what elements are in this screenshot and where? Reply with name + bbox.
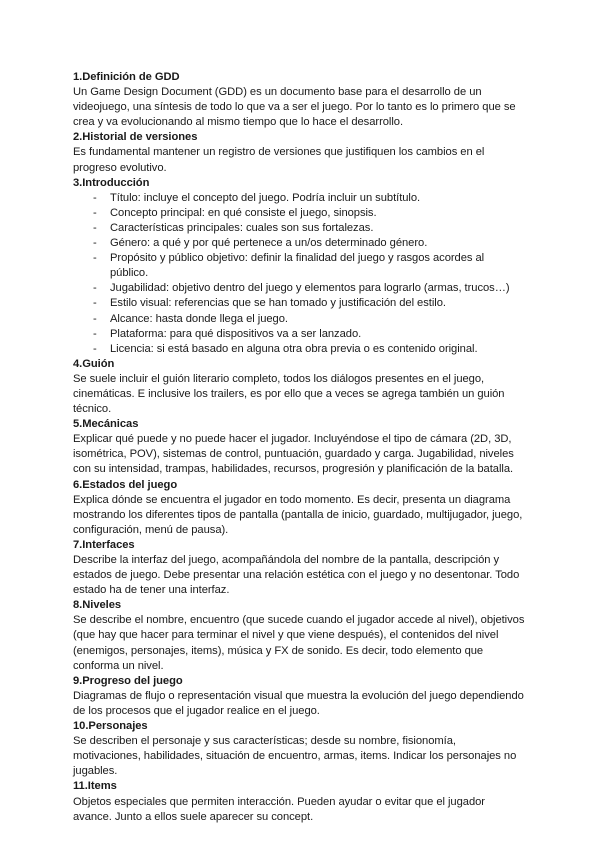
- bullet-dash: -: [93, 252, 97, 265]
- list-item: [93, 251, 525, 281]
- section-version-history: [73, 130, 525, 175]
- bullet-dash: -: [93, 191, 97, 204]
- bullet-dash: -: [93, 237, 97, 250]
- list-item-text: Título: incluye el concepto del juego. Podría incluir un subtítulo.: [110, 191, 421, 204]
- section-characters: [73, 719, 525, 779]
- bullet-dash: -: [93, 342, 97, 355]
- section-paragraph: Describe la interfaz del juego, acompañándola del nombre de la pantalla, descripción y estados de juego. Debe presentar una relación estética con el juego y no desentonar. Todo estado ha de tener una interfaz.: [73, 554, 520, 597]
- section-paragraph: Objetos especiales que permiten interacción. Pueden ayudar o evitar que el jugador avance. Junto a ellos suele aparecer su concept.: [73, 795, 485, 823]
- list-item-text: Estilo visual: referencias que se han tomado y justificación del estilo.: [110, 297, 446, 310]
- list-item-text: Plataforma: para qué dispositivos va a ser lanzado.: [110, 327, 362, 340]
- list-item-text: Género: a qué y por qué pertenece a un/os determinado género.: [110, 237, 428, 250]
- section-paragraph: Explicar qué puede y no puede hacer el jugador. Incluyéndose el tipo de cámara (2D, 3D, isométrica, POV), sistemas de control, puntuación, guardado y carga. Jugabilidad, niveles con su intensidad, trampas, habilidades, recursos, progresión y planificación de la batalla.: [73, 433, 514, 476]
- bullet-dash: -: [93, 312, 97, 325]
- section-heading: 6.Estados del juego: [73, 478, 178, 491]
- list-item-text: Concepto principal: en qué consiste el juego, sinopsis.: [110, 206, 377, 219]
- bullet-dash: -: [93, 282, 97, 295]
- section-heading: 9.Progreso del juego: [73, 674, 183, 687]
- section-heading: 3.Introducción: [73, 176, 150, 189]
- section-game-progress: [73, 674, 525, 719]
- list-item: [93, 281, 525, 296]
- section-paragraph: Diagramas de flujo o representación visual que muestra la evolución del juego dependiendo de los procesos que el jugador realice en el juego.: [73, 689, 524, 717]
- section-heading: 11.Items: [73, 780, 117, 793]
- list-item: [93, 312, 525, 327]
- list-item-text: Propósito y público objetivo: definir la finalidad del juego y rasgos acordes al público.: [110, 252, 485, 280]
- bullet-dash: -: [93, 206, 97, 219]
- section-levels: [73, 598, 525, 673]
- section-game-states: [73, 478, 525, 538]
- section-paragraph: Un Game Design Document (GDD) es un documento base para el desarrollo de un videojuego, una síntesis de todo lo que va a ser el juego. Por lo tanto es lo primero que se crea y va evolucionando al mismo tiempo que lo hace el desarrollo.: [73, 86, 516, 129]
- section-gdd-definition: [73, 70, 525, 130]
- list-item-text: Licencia: si está basado en alguna otra obra previa o es contenido original.: [110, 342, 478, 355]
- list-item: [93, 206, 525, 221]
- list-item-text: Jugabilidad: objetivo dentro del juego y elementos para lograrlo (armas, trucos…): [110, 282, 510, 295]
- section-paragraph: Se describen el personaje y sus características; desde su nombre, fisionomía, motivaciones, habilidades, situación de encuentro, armas, items. Indicar los personajes no jugables.: [73, 735, 517, 778]
- section-heading: 5.Mecánicas: [73, 418, 139, 431]
- bullet-dash: -: [93, 297, 97, 310]
- section-script: [73, 357, 525, 417]
- list-item: [93, 221, 525, 236]
- bullet-dash: -: [93, 221, 97, 234]
- bullet-dash: -: [93, 327, 97, 340]
- list-item: [93, 236, 525, 251]
- section-paragraph: Explica dónde se encuentra el jugador en todo momento. Es decir, presenta un diagrama mostrando los diferentes tipos de pantalla (pantalla de inicio, guardado, multijugador, juego, configuración, menú de pausa).: [73, 493, 523, 536]
- section-paragraph: Se describe el nombre, encuentro (que sucede cuando el jugador accede al nivel), objetivos (que hay que hacer para terminar el nivel y que viene después), el contenidos del nivel (enemigos, personajes, items), música y FX de sonido. Es decir, todo elemento que conforma un nivel.: [73, 614, 525, 672]
- section-paragraph: Se suele incluir el guión literario completo, todos los diálogos presentes en el juego, cinemáticas. E inclusive los trailers, es por ello que a veces se agrega también un guión técnico.: [73, 372, 505, 416]
- list-item: [93, 342, 525, 357]
- section-heading: 8.Niveles: [73, 599, 122, 612]
- section-heading: 2.Historial de versiones: [73, 131, 198, 144]
- document-page: [73, 70, 525, 825]
- introduction-list: [73, 191, 525, 357]
- list-item: [93, 191, 525, 206]
- section-heading: 10.Personajes: [73, 720, 148, 733]
- list-item-text: Alcance: hasta donde llega el juego.: [110, 312, 288, 325]
- section-paragraph: Es fundamental mantener un registro de versiones que justifiquen los cambios en el progreso evolutivo.: [73, 146, 485, 174]
- section-heading: 4.Guión: [73, 357, 115, 370]
- section-heading: 1.Definición de GDD: [73, 71, 180, 83]
- section-mechanics: [73, 417, 525, 477]
- section-interfaces: [73, 538, 525, 598]
- section-introduction: [73, 176, 525, 357]
- section-items: [73, 779, 525, 824]
- list-item: [93, 327, 525, 342]
- list-item-text: Características principales: cuales son sus fortalezas.: [110, 221, 374, 234]
- section-heading: 7.Interfaces: [73, 538, 135, 551]
- list-item: [93, 296, 525, 311]
